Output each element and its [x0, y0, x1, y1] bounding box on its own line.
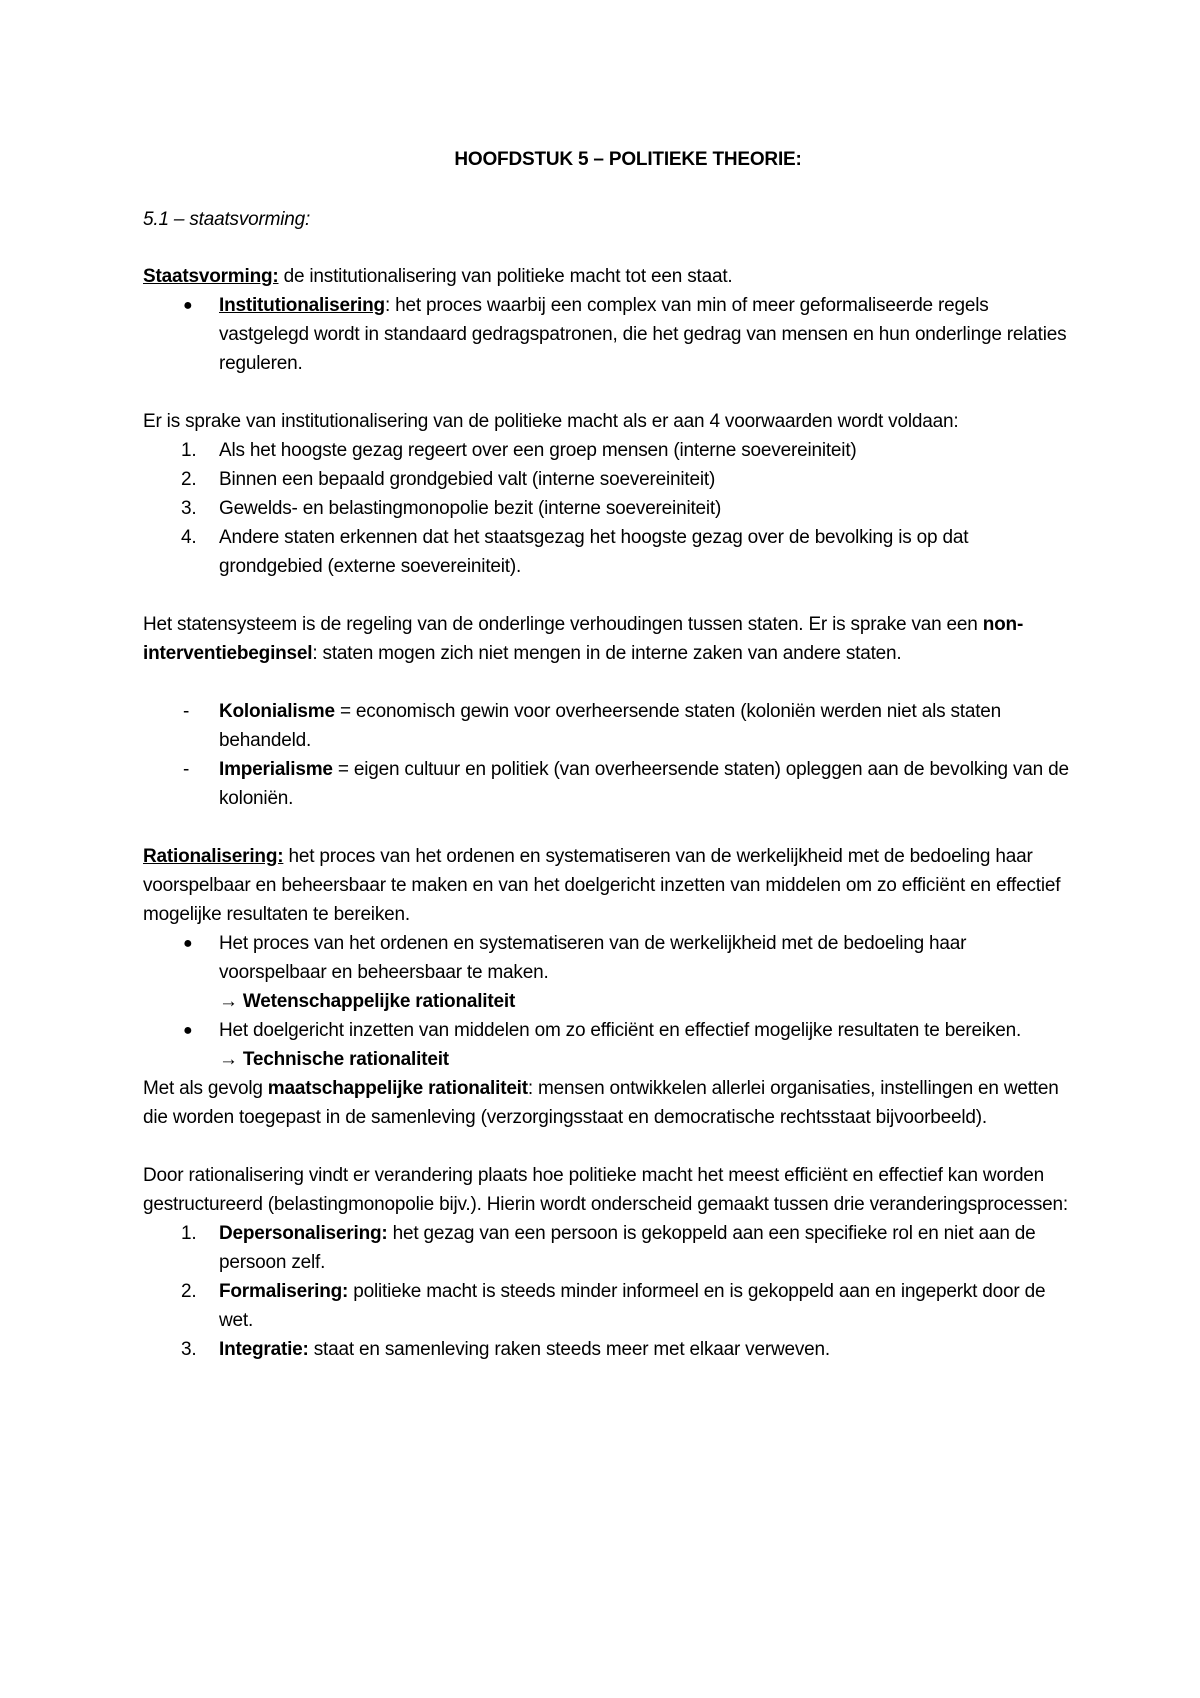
section-heading: 5.1 – staatsvorming: [143, 209, 311, 230]
list-item: 3. Integratie: staat en samenleving raken steeds meer met elkaar verweven. [181, 1339, 830, 1360]
dash-icon: - [183, 759, 190, 780]
non-interventie-term: non-interventiebeginsel [143, 614, 1024, 664]
staatsvorming-bullets [143, 291, 1073, 378]
dash-icon: - [183, 701, 190, 722]
institutionalisering-term: Institutionalisering [219, 295, 385, 316]
voorwaarden-intro: Er is sprake van institutionalisering van de politieke macht als er aan 4 voorwaarden wordt voldaan: [143, 411, 959, 432]
rationalisering-definition: Rationalisering: het proces van het ordenen en systematiseren van de werkelijkheid met de bedoeling haar voorspelbaar en beheersbaar te maken en van het doelgericht inzetten van middelen om zo efficiënt en effectief mogelijke resultaten te bereiken. [143, 846, 1061, 925]
list-item: ● Het doelgericht inzetten van middelen om zo efficiënt en effectief mogelijke resultaten te bereiken. → Technische rationaliteit [143, 1016, 1073, 1074]
arrow-result: → Wetenschappelijke rationaliteit [219, 991, 516, 1012]
list-item: ● Het proces van het ordenen en systematiseren van de werkelijkheid met de bedoeling haar voorspelbaar en beheersbaar te maken. → Wetenschappelijke rationaliteit [143, 929, 1073, 1016]
maatschappelijke-rationaliteit-term: maatschappelijke rationaliteit [267, 1078, 528, 1099]
verandering-list [143, 1219, 1073, 1364]
verandering-intro: Door rationalisering vindt er verandering plaats hoe politieke macht het meest efficiënt en effectief kan worden gestructureerd (belastingmonopolie bijv.). Hierin wordt onderscheid gemaakt tussen drie veranderingsprocessen: [143, 1165, 1068, 1215]
document-page [143, 145, 1073, 1364]
list-item: 1. Als het hoogste gezag regeert over een groep mensen (interne soevereiniteit) [181, 440, 857, 461]
bullet-icon: ● [183, 935, 193, 952]
list-item: 2. Binnen een bepaald grondgebied valt (interne soevereiniteit) [181, 469, 716, 490]
list-item: - Kolonialisme = economisch gewin voor overheersende staten (koloniën werden niet als staten behandeld. [143, 697, 1073, 755]
staatsvorming-definition: Staatsvorming: de institutionalisering van politieke macht tot een staat. [143, 266, 733, 287]
staatsvorming-term: Staatsvorming: [143, 266, 279, 287]
rationalisering-term: Rationalisering: [143, 846, 284, 867]
list-item: 2. Formalisering: politieke macht is steeds minder informeel en is gekoppeld aan en ingeperkt door de wet. [181, 1281, 1046, 1331]
arrow-result: → Technische rationaliteit [219, 1049, 449, 1070]
bullet-icon: ● [183, 1022, 193, 1039]
arrow-right-icon: → [219, 1049, 243, 1070]
voorwaarden-list [143, 436, 1073, 581]
gevolg-paragraph: Met als gevolg maatschappelijke rationaliteit: mensen ontwikkelen allerlei organisaties, instellingen en wetten die worden toegepast in de samenleving (verzorgingsstaat en democratische rechtsstaat bijvoorbeeld). [143, 1078, 1059, 1128]
dash-list [143, 697, 1073, 813]
list-item: 3. Gewelds- en belastingmonopolie bezit (interne soevereiniteit) [181, 498, 722, 519]
rationalisering-bullets [143, 929, 1073, 1074]
list-item: ● Institutionalisering: het proces waarbij een complex van min of meer geformaliseerde regels vastgelegd wordt in standaard gedragspatronen, die het gedrag van mensen en hun onderlinge relaties reguleren. [143, 291, 1073, 378]
bullet-icon: ● [183, 297, 193, 314]
list-item: - Imperialisme = eigen cultuur en politiek (van overheersende staten) opleggen aan de bevolking van de koloniën. [143, 755, 1073, 813]
arrow-right-icon: → [219, 991, 243, 1012]
list-item: 4. Andere staten erkennen dat het staatsgezag het hoogste gezag over de bevolking is op dat grondgebied (externe soevereiniteit). [181, 527, 969, 577]
list-item: 1. Depersonalisering: het gezag van een persoon is gekoppeld aan een specifieke rol en niet aan de persoon zelf. [181, 1223, 1036, 1273]
page-title: HOOFDSTUK 5 – POLITIEKE THEORIE: [454, 149, 802, 170]
statensysteem-paragraph: Het statensysteem is de regeling van de onderlinge verhoudingen tussen staten. Er is sprake van een non-interventiebeginsel: staten mogen zich niet mengen in de interne zaken van andere staten. [143, 614, 1024, 664]
